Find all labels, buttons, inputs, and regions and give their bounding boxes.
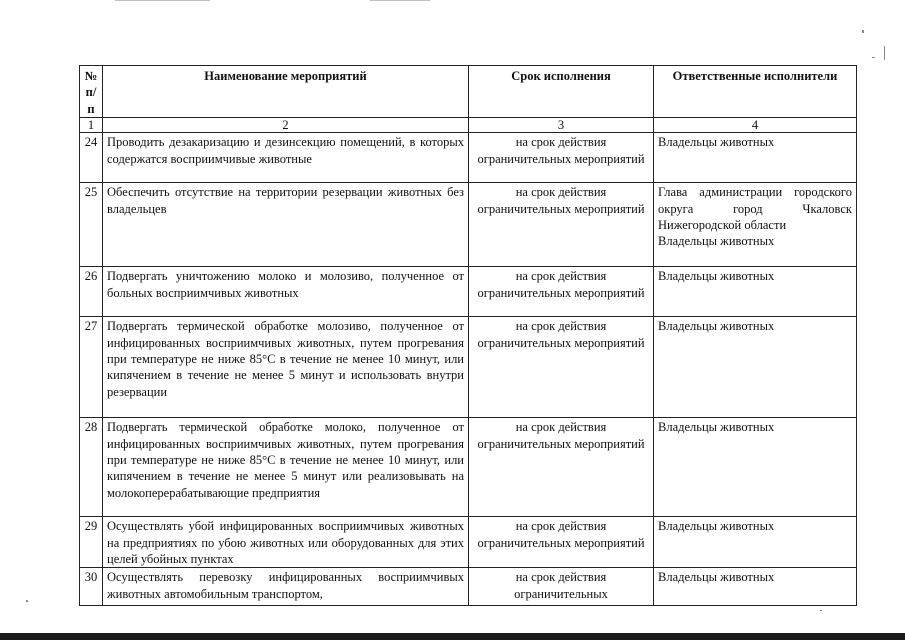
column-index: 1 bbox=[80, 118, 103, 133]
measure-responsible: Владельцы животных bbox=[654, 317, 857, 418]
measure-responsible-extra: Владельцы животных bbox=[658, 234, 775, 249]
table-header-row bbox=[80, 66, 857, 118]
scan-speck bbox=[862, 30, 864, 33]
table-row bbox=[80, 517, 857, 568]
table-row bbox=[80, 183, 857, 267]
row-number: 26 bbox=[80, 267, 103, 317]
scan-speck bbox=[884, 46, 885, 60]
measure-responsible: Владельцы животных bbox=[654, 133, 857, 183]
measure-name: Осуществлять перевозку инфицированных восприимчивых животных автомобильным транспортом, bbox=[103, 568, 469, 606]
table-row bbox=[80, 317, 857, 418]
row-number: 25 bbox=[80, 183, 103, 267]
measure-responsible: Владельцы животных bbox=[654, 517, 857, 568]
scan-edge-mark bbox=[370, 0, 430, 1]
measure-term: на срок действия ограничительных мероприятий bbox=[469, 317, 654, 418]
table-row bbox=[80, 133, 857, 183]
header-responsible: Ответственные исполнители bbox=[654, 66, 857, 118]
table-row bbox=[80, 568, 857, 606]
row-number: 29 bbox=[80, 517, 103, 568]
measure-responsible: Владельцы животных bbox=[654, 568, 857, 606]
measure-responsible: Владельцы животных bbox=[654, 267, 857, 317]
measure-term: на срок действия ограничительных мероприятий bbox=[469, 517, 654, 568]
scan-bottom-edge bbox=[0, 633, 905, 640]
measure-name: Подвергать термической обработке молозиво, полученное от инфицированных восприимчивых животных, путем прогревания при температуре не ниже 85°С в течение не менее 10 минут, или кипячением в течение не менее 5 минут и использовать внутри резервации bbox=[103, 317, 469, 418]
measure-responsible: Владельцы животных bbox=[654, 418, 857, 517]
header-name: Наименование мероприятий bbox=[103, 66, 469, 118]
measure-name: Осуществлять убой инфицированных восприимчивых животных на предприятиях по убою животных или оборудованных для этих целей убойных пунктах bbox=[103, 517, 469, 568]
measure-term: на срок действия ограничительных bbox=[469, 568, 654, 606]
measure-name: Подвергать уничтожению молоко и молозиво, полученное от больных восприимчивых животных bbox=[103, 267, 469, 317]
column-index-row bbox=[80, 118, 857, 133]
scan-edge-mark bbox=[115, 0, 210, 1]
scan-speck bbox=[26, 600, 28, 602]
scan-speck bbox=[872, 57, 875, 58]
scan-speck bbox=[820, 610, 822, 611]
row-number: 30 bbox=[80, 568, 103, 606]
measure-responsible: Глава администрации городского округа город Чкаловск Нижегородской области bbox=[658, 185, 852, 233]
measure-name: Проводить дезакаризацию и дезинсекцию помещений, в которых содержатся восприимчивые животные bbox=[103, 133, 469, 183]
table-row bbox=[80, 267, 857, 317]
column-index: 3 bbox=[469, 118, 654, 133]
measure-name: Подвергать термической обработке молоко, полученное от инфицированных восприимчивых животных, путем прогревания при температуре не ниже 85°С в течение не менее 10 минут, или кипячением в течение не менее 5 минут или реализовывать на молокоперерабатывающие предприятия bbox=[103, 418, 469, 517]
row-number: 28 bbox=[80, 418, 103, 517]
measure-term: на срок действия ограничительных мероприятий bbox=[469, 183, 654, 267]
row-number: 24 bbox=[80, 133, 103, 183]
measure-term: на срок действия ограничительных мероприятий bbox=[469, 418, 654, 517]
table-row bbox=[80, 418, 857, 517]
measure-name: Обеспечить отсутствие на территории резервации животных без владельцев bbox=[103, 183, 469, 267]
measure-term: на срок действия ограничительных мероприятий bbox=[469, 267, 654, 317]
measures-table bbox=[79, 65, 857, 606]
row-number: 27 bbox=[80, 317, 103, 418]
measure-responsible-cell bbox=[654, 183, 857, 267]
column-index: 2 bbox=[103, 118, 469, 133]
header-num: № п/п bbox=[80, 66, 103, 118]
header-term: Срок исполнения bbox=[469, 66, 654, 118]
column-index: 4 bbox=[654, 118, 857, 133]
measure-term: на срок действия ограничительных мероприятий bbox=[469, 133, 654, 183]
